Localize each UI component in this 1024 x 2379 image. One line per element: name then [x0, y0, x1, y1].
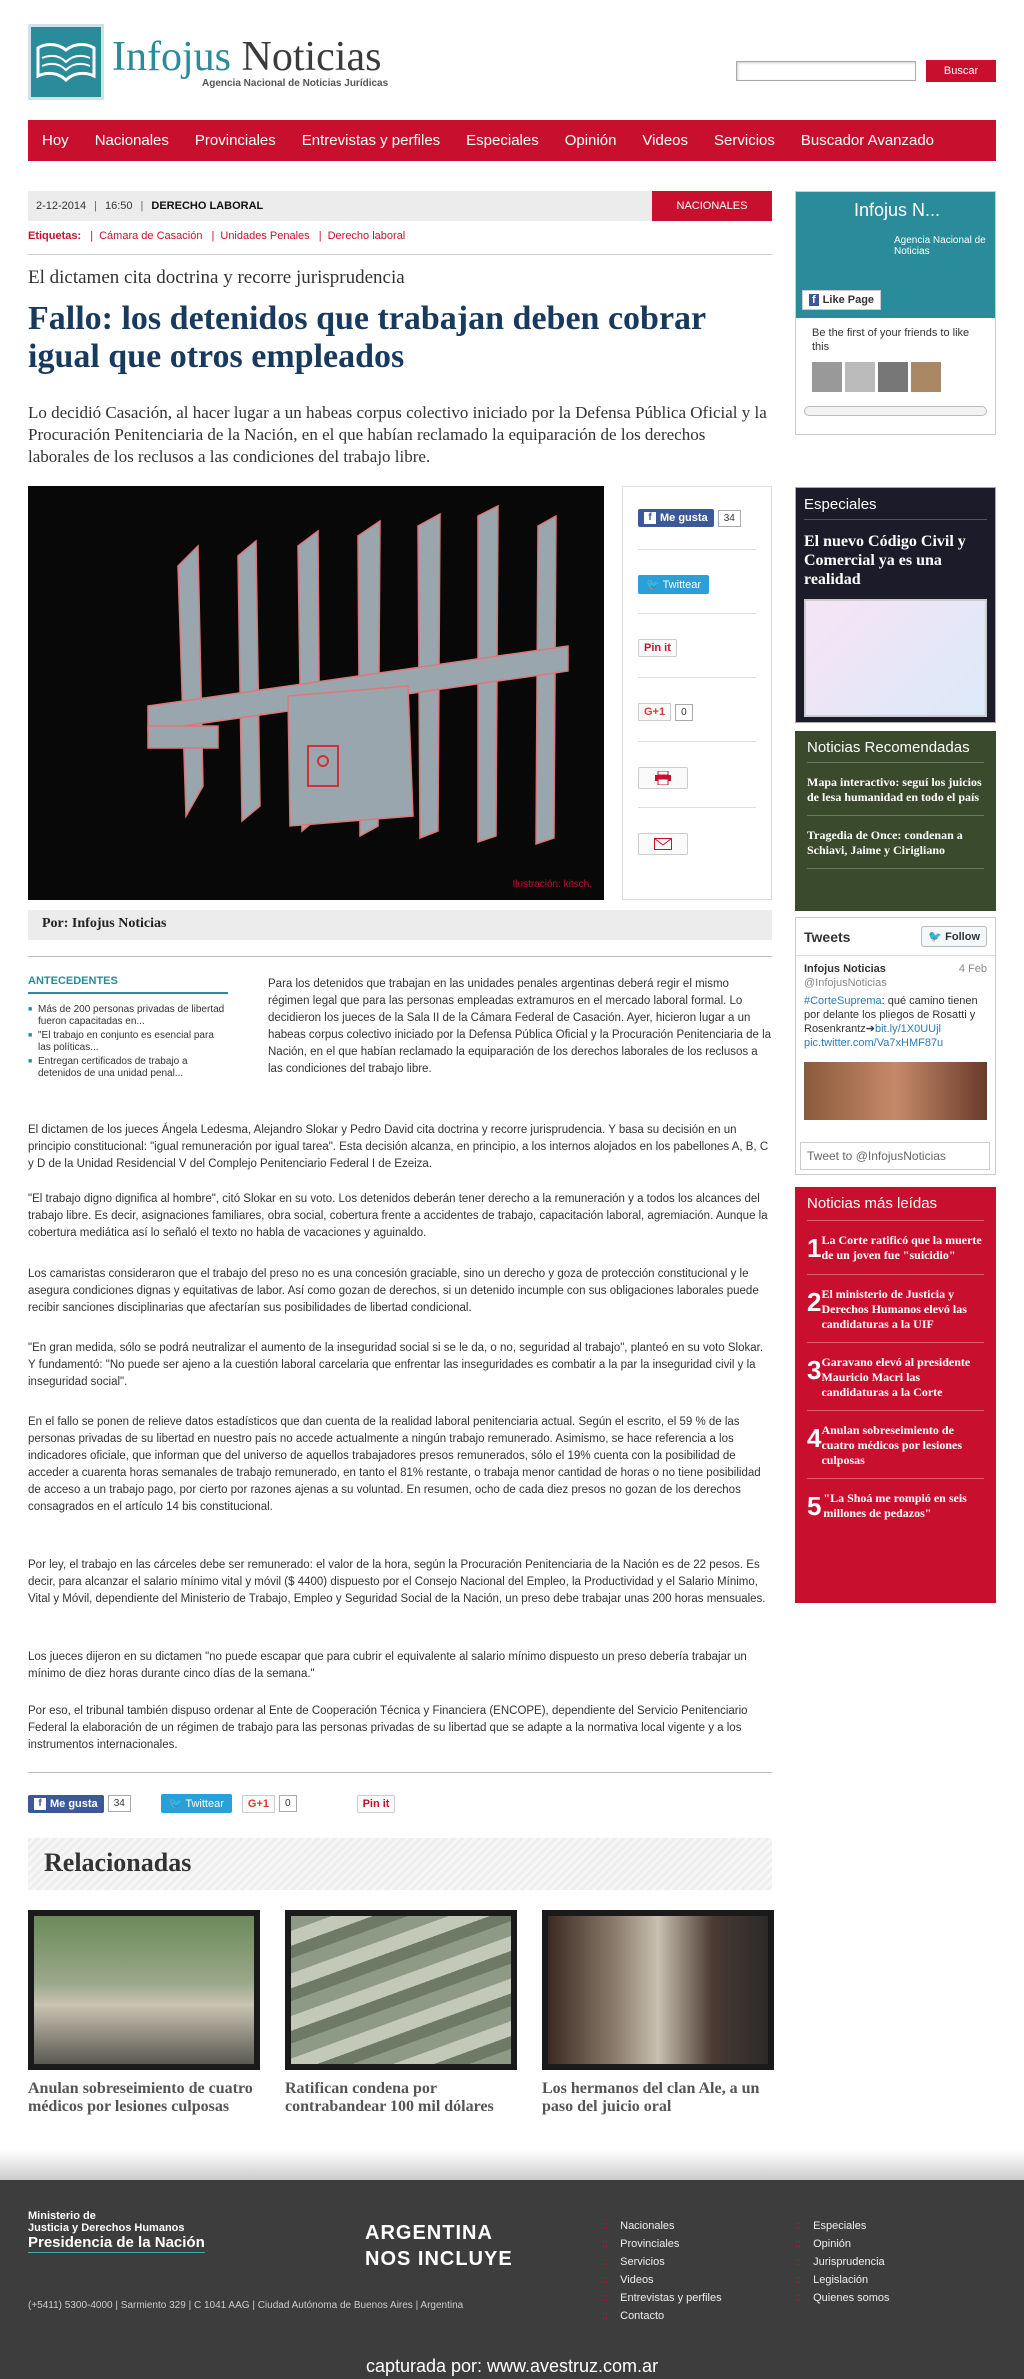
footer-link[interactable]: :: Jurisprudencia [795, 2256, 890, 2268]
gplus-button[interactable]: G+1 [638, 703, 671, 721]
footer-shadow [0, 2150, 1024, 2180]
search-form [736, 60, 996, 82]
especiales-box [795, 487, 996, 723]
antecedente-link[interactable]: ■ Más de 200 personas privadas de libertad fueron capacitadas en... [28, 1004, 228, 1028]
related-title[interactable]: Los hermanos del clan Ale, a un paso del juicio oral [542, 2080, 760, 2115]
tweet-to-input[interactable]: Tweet to @InfojusNoticias [800, 1142, 990, 1170]
tag-link[interactable]: Unidades Penales [220, 230, 310, 242]
twitter-bird-icon: 🐦 [168, 1798, 186, 1810]
especiales-title: Especiales [804, 496, 987, 520]
article-paragraph: Los jueces dijeron en su dictamen "no puede escapar que para cubrir el equivalente al salario mínimo dispuesto un preso debería trabajar un mínimo de diez horas durante cinco días de la semana." [28, 1651, 747, 1680]
avatar[interactable] [911, 362, 941, 392]
footer-link[interactable]: :: Entrevistas y perfiles [602, 2292, 722, 2304]
antecedentes-box [28, 975, 228, 1082]
book-logo-icon [28, 24, 104, 100]
related-card[interactable] [28, 1910, 260, 2116]
fb-scrollbar[interactable] [804, 406, 987, 416]
tweets-title: Tweets [804, 928, 851, 945]
article-category[interactable]: DERECHO LABORAL [151, 200, 264, 212]
recomendada-link[interactable]: Tragedia de Once: condenan a Schiavi, Jaime y Cirigliano [807, 828, 984, 869]
footer-link[interactable]: :: Quienes somos [795, 2292, 890, 2304]
tweet-text: : qué camino tienen por delante los pliegos de Rosatti y Rosenkrantz➔ [804, 995, 978, 1035]
most-read-item[interactable]: 4 Anulan sobreseimiento de cuatro médicos por lesiones culposas [807, 1423, 984, 1479]
article-lead: Lo decidió Casación, al hacer lugar a un habeas corpus colectivo iniciado por la Defensa Pública Oficial y la Procuración Penitenciaria de la Nación, en el que habían reclamado la equiparación de los derechos laborales de los reclusos a las condiciones del trabajo libre. [28, 403, 767, 466]
footer-link[interactable]: :: Contacto [602, 2310, 722, 2322]
related-title[interactable]: Ratifican condena por contrabandear 100 mil dólares [285, 2080, 494, 2115]
tweet-link[interactable]: bit.ly/1X0UUjl [874, 1023, 941, 1035]
most-read-item[interactable]: 3 Garavano elevó al presidente Mauricio Macri las candidaturas a la Corte [807, 1355, 984, 1411]
nav-nacionales[interactable]: Nacionales [94, 132, 169, 149]
article-paragraph: Los camaristas consideraron que el trabajo del preso no es una concesión graciable, sino un derecho y goza de protección constitucional y le asegura condiciones dignas y equitativas de labor. Así como gozan de derechos, si un detenido incumple con sus obligaciones laborales puede recibir sanciones disciplinarias que afectarían sus posibilidades de libertad condicional. [28, 1268, 759, 1314]
nav-especiales[interactable]: Especiales [466, 132, 539, 149]
email-button[interactable] [638, 833, 688, 855]
envelope-icon [654, 838, 672, 850]
ministry-logo[interactable]: Ministerio de Justicia y Derechos Humanos Presidencia de la Nación [28, 2210, 205, 2251]
search-input[interactable] [736, 61, 916, 81]
fb-faces [796, 362, 995, 392]
footer-links-col2 [795, 2220, 890, 2310]
nav-buscador-avanzado[interactable]: Buscador Avanzado [800, 132, 935, 149]
tweet [796, 956, 995, 1056]
related-thumbnail[interactable] [542, 1910, 774, 2070]
fb-like-page-button[interactable]: f Like Page [802, 290, 881, 310]
fb-page-banner[interactable] [796, 192, 995, 318]
footer-address: (+5411) 5300-4000 | Sarmiento 329 | C 1041 AAG | Ciudad Autónoma de Buenos Aires | Argentina [28, 2300, 464, 2311]
fb-friends-text: Be the first of your friends to like this [812, 327, 970, 353]
article-meta-bar: 2-12-2014 | 16:50 | DERECHO LABORAL NACIONALES [28, 191, 772, 221]
tweet-handle: @InfojusNoticias [804, 977, 887, 989]
image-credit: Ilustración: kitsch. [512, 879, 592, 890]
like-count-bottom: 34 [108, 1795, 131, 1812]
twitter-bird-icon: 🐦 [646, 579, 663, 591]
article-intro-paragraph: Para los detenidos que trabajan en las unidades penales argentinas deberá regir el mismo régimen legal que para las personas empleadas extramuros en el mercado laboral formal. Lo decidieron los jueces de la Sala II de la Cámara Federal de Casación. Ayer, hicieron lugar a un habeas corpus colectivo iniciado por la Defensa Pública Oficial y la Procuración Penitenciaria de la Nación, en el que habían reclamado la equiparación de los derechos laborales de los reclusos a las condiciones del trabajo libre. [268, 978, 772, 1075]
most-read-item[interactable]: 2 El ministerio de Justicia y Derechos Humanos elevó las candidaturas a la UIF [807, 1287, 984, 1343]
tag-link[interactable]: Cámara de Casación [99, 230, 203, 242]
site-logo[interactable] [28, 24, 408, 100]
tweet-hashtag[interactable]: #CorteSuprema [804, 995, 882, 1007]
share-panel [622, 486, 772, 900]
printer-icon [655, 771, 671, 785]
tweet-pic-link[interactable]: pic.twitter.com/Va7xHMF87u [804, 1037, 944, 1049]
capture-credit: capturada por: www.avestruz.com.ar [365, 2356, 659, 2376]
nav-videos[interactable]: Videos [642, 132, 689, 149]
nav-opinion[interactable]: Opinión [564, 132, 617, 149]
fb-page-name[interactable]: Infojus N... [854, 200, 941, 220]
related-card[interactable] [285, 1910, 517, 2116]
article-paragraph: "El trabajo digno dignifica al hombre", citó Slokar en su voto. Los detenidos deberán tener derecho a la remuneración y a todos los alcances del trabajo libre. Es decir, asignaciones familiares, obra social, cobertura frente a accidentes de trabajo, capacitación laboral, agremiación. Aunque la cobertura mediática así lo señaló el texto no habla de vacaciones y aguinaldo. [28, 1193, 768, 1239]
article-headline: Fallo: los detenidos que trabajan deben cobrar igual que otros empleados [28, 300, 706, 375]
logo-title: Infojus Noticias [112, 33, 382, 80]
avatar[interactable] [878, 362, 908, 392]
facebook-icon: f [809, 294, 819, 306]
footer-links-col1 [602, 2220, 722, 2328]
tags-label: Etiquetas: [28, 230, 82, 242]
article-byline: Por: Infojus Noticias [28, 910, 772, 940]
fb-like-button-bottom[interactable]: f Me gusta [28, 1795, 104, 1813]
related-heading: Relacionadas [28, 1838, 772, 1890]
article-paragraph: "En gran medida, sólo se podrá neutralizar el aumento de la inseguridad social si se le da, o no, seguridad al trabajo", planteó en su voto Slokar. Y fundamentó: "No puede ser ajeno a la cuestión laboral carcelaria que enfrentar las inseguridades es combatir a la par la inseguridad civil y la inseguridad social". [28, 1342, 764, 1388]
avatar[interactable] [845, 362, 875, 392]
nav-provinciales[interactable]: Provinciales [194, 132, 276, 149]
article-paragraph: En el fallo se ponen de relieve datos estadísticos que dan cuenta de la realidad laboral penitenciaria actual. Según el escrito, el 59 % de las personas privadas de su libertad en nuestro país no accede actualmente a ningún trabajo remunerado. Asimismo, se hace referencia a los indicadores oficiale, que informan que del universo de aquellos trabajadores presos remunerados, sólo el 19% cuenta con la posibilidad de acceder a cuarenta horas semanales de trabajo remunerado, en tanto el 81% restante, o trabaja menor cantidad de horas o no tiene posibilidad de acceso a un trabajo pago, por cierto por razones ajenas a su voluntad. En resumen, ocho de cada diez presos no gozan de los derechos consagrados en el artículo 14 bis constitucional. [28, 1416, 761, 1513]
logo-subtitle: Agencia Nacional de Noticias Jurídicas [202, 77, 389, 89]
article-date: 2-12-2014 [36, 200, 87, 212]
divider [28, 956, 772, 957]
nav-servicios[interactable]: Servicios [714, 132, 775, 149]
tweet-date[interactable]: 4 Feb [958, 963, 987, 975]
footer-link[interactable]: :: Nacionales [602, 2220, 722, 2232]
footer-link[interactable]: :: Servicios [602, 2256, 722, 2268]
related-thumbnail[interactable] [28, 1910, 260, 2070]
avatar[interactable] [812, 362, 842, 392]
article-paragraph: El dictamen de los jueces Ángela Ledesma, Alejandro Slokar y Pedro David cita doctrina y recorre jurisprudencia. Y basa su decisión en un principio constitucional: "igual remuneración por igual tarea". Esta decisión alcanza, en principio, a los internos alojados en los pabellones A, B, C y D de la Unidad Residencial V del Complejo Penitenciario Federal I de Ezeiza. [28, 1124, 769, 1170]
most-read-box [795, 1187, 996, 1603]
footer-link[interactable]: :: Provinciales [602, 2238, 722, 2250]
tweet-button[interactable]: 🐦 Twittear [638, 575, 709, 594]
argentina-logo[interactable]: ARGENTINA NOS INCLUYE [365, 2222, 513, 2270]
footer-link[interactable]: :: Legislación [795, 2274, 890, 2286]
tweet-user[interactable]: Infojus Noticias [804, 963, 886, 975]
bottom-share-row [28, 1794, 405, 1813]
most-read-title: Noticias más leídas [807, 1195, 984, 1221]
footer-link[interactable]: :: Videos [602, 2274, 722, 2286]
recomendadas-box [795, 731, 996, 911]
related-thumbnail[interactable] [285, 1910, 517, 2070]
antecedente-link[interactable]: ■ Entregan certificados de trabajo a detenidos de una unidad penal... [28, 1056, 228, 1080]
footer-link[interactable]: :: Especiales [795, 2220, 890, 2232]
main-nav [28, 120, 996, 161]
tags-row: Etiquetas: | Cámara de Casación | Unidades Penales | Derecho laboral [28, 230, 406, 242]
recomendadas-title: Noticias Recomendadas [807, 739, 984, 763]
article-kicker: El dictamen cita doctrina y recorre jurisprudencia [28, 267, 405, 288]
pinit-button-bottom[interactable]: Pin it [357, 1795, 396, 1813]
most-read-item[interactable]: 1 La Corte ratificó que la muerte de un joven fue "suicidio" [807, 1233, 984, 1275]
most-read-item[interactable]: 5 "La Shoá me rompió en seis millones de pedazos" [807, 1491, 967, 1521]
article-paragraph: Por eso, el tribunal también dispuso ordenar al Ente de Cooperación Técnica y Financiera (ENCOPE), dependiente del Servicio Penitenciario Federal la elaboración de un régimen de trabajo para las personas privadas de su libertad que se adapte a la normativa local vigente y a los instrumentos internacionales. [28, 1705, 748, 1751]
especiales-thumbnail[interactable] [804, 599, 987, 717]
related-title[interactable]: Anulan sobreseimiento de cuatro médicos por lesiones culposas [28, 2080, 253, 2115]
gplus-count: 0 [675, 704, 693, 721]
article-paragraph: Por ley, el trabajo en las cárceles debe ser remunerado: el valor de la hora, según la Procuración Penitenciaria de la Nación es de 22 pesos. Es decir, para alcanzar el salario mínimo vital y móvil ($ 4400) dispuesto por el Consejo Nacional del Empleo, la Productividad y el Salario Mínimo, Vital y Móvil, dependiente del Ministerio de Trabajo, Empleo y Seguridad Social de la Nación, un preso debe trabajar unas 200 horas mensuales. [28, 1559, 766, 1605]
article-time: 16:50 [105, 200, 133, 212]
nav-entrevistas[interactable]: Entrevistas y perfiles [301, 132, 441, 149]
prison-bars-illustration [28, 486, 604, 900]
facebook-page-widget [795, 191, 996, 435]
twitter-widget [795, 917, 996, 1175]
article-illustration [28, 486, 604, 900]
search-button[interactable]: Buscar [926, 60, 996, 82]
twitter-bird-icon: 🐦 [928, 931, 946, 943]
antecedente-link[interactable]: ■ "El trabajo en conjunto es esencial para las políticas... [28, 1030, 228, 1054]
follow-button[interactable]: 🐦 Follow [921, 926, 987, 947]
site-footer [0, 2180, 1024, 2379]
antecedentes-title: ANTECEDENTES [28, 975, 228, 994]
divider [28, 1772, 772, 1773]
related-card[interactable] [542, 1910, 774, 2116]
facebook-icon: f [34, 1798, 46, 1810]
print-button[interactable] [638, 767, 688, 789]
fb-page-subtitle: Agencia Nacional de Noticias [894, 235, 986, 257]
footer-link[interactable]: :: Opinión [795, 2238, 890, 2250]
nav-hoy[interactable]: Hoy [42, 132, 69, 149]
tag-link[interactable]: Derecho laboral [327, 230, 406, 242]
pinit-button[interactable]: Pin it [638, 639, 677, 657]
section-badge[interactable]: NACIONALES [652, 191, 772, 221]
fb-like-button[interactable]: f Me gusta [638, 509, 714, 527]
especiales-link[interactable]: El nuevo Código Civil y Comercial ya es una realidad [804, 533, 966, 588]
tweet-button-bottom[interactable]: 🐦 Twittear [161, 1794, 232, 1813]
facebook-icon: f [644, 512, 656, 524]
recomendada-link[interactable]: Mapa interactivo: seguí los juicios de lesa humanidad en todo el país [807, 775, 984, 816]
tweet-image[interactable] [804, 1062, 987, 1120]
divider [28, 254, 772, 255]
gplus-count-bottom: 0 [279, 1795, 297, 1812]
like-count: 34 [718, 510, 741, 527]
gplus-button-bottom[interactable]: G+1 [242, 1795, 275, 1813]
